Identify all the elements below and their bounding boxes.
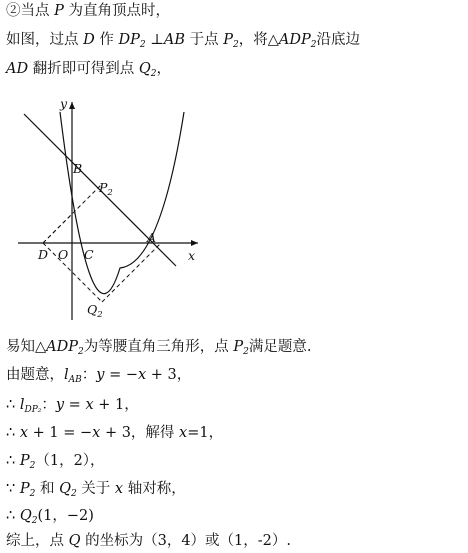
parabola-curve (60, 112, 184, 294)
var-p: P (54, 3, 64, 19)
text: =1， (187, 425, 224, 441)
text: 满足题意. (248, 339, 312, 355)
text: 综上，点 (6, 533, 69, 549)
var-x: x (19, 425, 29, 441)
point-o-label: O (58, 247, 69, 262)
text: 易知△ (6, 339, 47, 355)
var-y: y (55, 397, 65, 413)
text-line-2 (6, 31, 360, 54)
var-l: l (64, 367, 69, 383)
text-line-11 (6, 532, 291, 550)
var-y: y (96, 367, 105, 383)
text: 作 (94, 32, 119, 48)
var-ab: AB (163, 32, 185, 48)
subscript: 2 (310, 40, 317, 50)
text: 和 (35, 481, 60, 497)
var-p: P (19, 453, 30, 469)
x-axis-label: x (188, 248, 196, 263)
text: ： (41, 397, 56, 413)
text: 如图，过点 (6, 32, 84, 48)
point-d-label: D (38, 247, 49, 262)
var-adp: ADP (278, 32, 311, 48)
text: 由题意， (6, 367, 64, 383)
text: ∵ (6, 481, 20, 497)
var-ad: AD (6, 61, 29, 77)
subscript: 2 (243, 347, 249, 357)
text-line-10 (6, 507, 94, 530)
var-p: P (223, 32, 233, 48)
point-b-label: B (73, 161, 83, 176)
var-x: x (92, 425, 101, 441)
text: ∴ (6, 397, 20, 413)
subscript: 2 (150, 69, 157, 79)
text: (1，−2) (37, 508, 94, 524)
text: 为等腰直角三角形，点 (83, 339, 234, 355)
text: ∴ (6, 453, 20, 469)
text-line-9 (6, 480, 186, 503)
var-adp: ADP (46, 339, 79, 355)
text: 的坐标为（3，4）或（1，-2）. (80, 533, 292, 549)
text: + 3， (146, 367, 192, 383)
point-q2-label: $Q_2$ (87, 302, 103, 320)
var-p: P (233, 339, 244, 355)
dashed-d-b (43, 214, 72, 243)
text: 翻折即可得到点 (28, 61, 139, 77)
var-q: Q (68, 533, 81, 549)
text: + 3，解得 (100, 425, 180, 441)
dashed-q2a (102, 243, 161, 302)
subscript: DP₂ (24, 405, 42, 415)
y-axis-label: y (60, 96, 68, 111)
var-p: P (19, 481, 30, 497)
text: ，将△ (238, 32, 279, 48)
var-q: Q (138, 61, 151, 77)
point-p2-label: $P_2$ (99, 180, 113, 198)
parabola-figure (10, 92, 210, 320)
text-line-5 (6, 366, 191, 389)
subscript: 2 (232, 40, 239, 50)
text: ， (156, 61, 171, 77)
var-d: D (83, 32, 95, 48)
y-axis-arrow (69, 102, 75, 109)
var-x: x (114, 481, 124, 497)
text-line-6 (6, 396, 139, 419)
text: （1，2）， (35, 453, 105, 469)
x-axis-arrow (191, 240, 198, 246)
text: 关于 (76, 481, 115, 497)
text: 为直角顶点时， (63, 3, 170, 19)
subscript: 2 (31, 516, 38, 526)
subscript: 2 (78, 347, 84, 357)
text: 轴对称， (123, 481, 186, 497)
text: 沿底边 (316, 32, 360, 48)
var-l: l (19, 397, 25, 413)
text: ⊥ (145, 32, 164, 48)
text: 于点 (184, 32, 224, 48)
text: = − (104, 367, 138, 383)
text: ∴ (6, 508, 20, 524)
subscript: 2 (29, 461, 36, 471)
text: ②当点 (6, 3, 55, 19)
var-q: Q (59, 481, 71, 497)
text-line-8 (6, 452, 105, 475)
text: + 1， (93, 397, 139, 413)
text: = (64, 397, 86, 413)
text-line-1 (6, 2, 170, 20)
text: + 1 = − (28, 425, 93, 441)
text-line-7 (6, 424, 223, 442)
text-line-4 (6, 338, 311, 361)
var-dp: DP (118, 32, 140, 48)
point-c-label: C (84, 247, 94, 262)
subscript: AB (68, 375, 82, 385)
subscript: 2 (29, 489, 36, 499)
subscript: 2 (70, 489, 77, 499)
var-x: x (179, 425, 188, 441)
subscript: 2 (139, 40, 146, 50)
text-line-3 (6, 60, 171, 83)
point-a-label: A (147, 230, 157, 245)
text: ∴ (6, 425, 20, 441)
text: ： (81, 367, 97, 383)
var-q: Q (19, 508, 32, 524)
var-x: x (85, 397, 94, 413)
var-x: x (138, 367, 147, 383)
